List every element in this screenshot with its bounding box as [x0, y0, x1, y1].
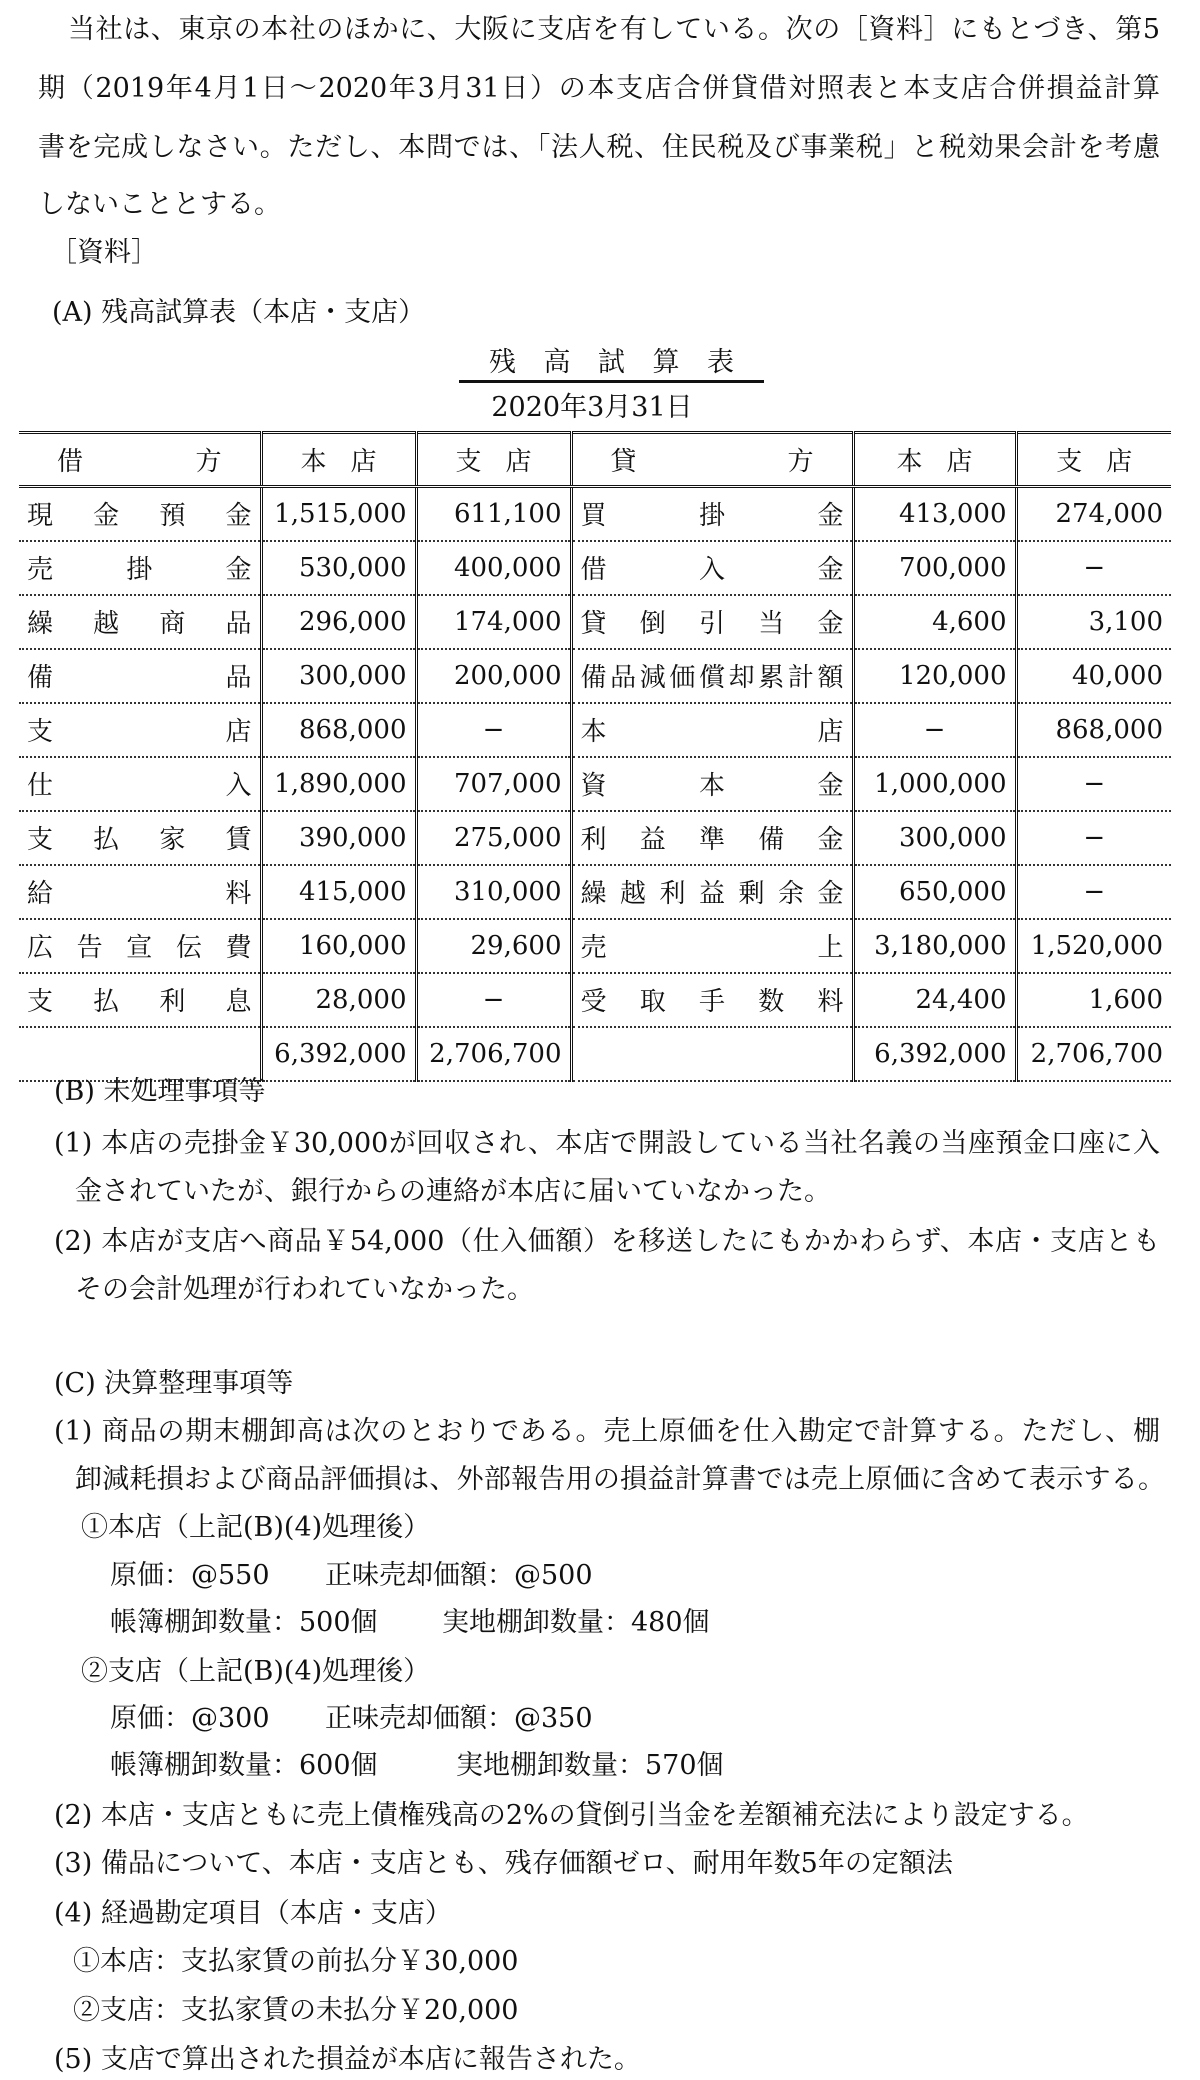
- column-header-label: 本店: [896, 447, 973, 477]
- section-c-line: 原価：@300: [110, 1703, 270, 1734]
- amount-cell: 24,400: [853, 973, 1016, 1027]
- table-row: [19, 649, 1171, 703]
- section-c-line: (5) 支店で算出された損益が本店に報告された。: [54, 2044, 641, 2075]
- table-row: [19, 757, 1171, 811]
- account-name: 繰越商品: [27, 609, 252, 639]
- account-cell: [571, 865, 853, 919]
- table-row: [19, 703, 1171, 757]
- amount-cell: −: [1016, 811, 1171, 865]
- amount-cell: 650,000: [853, 865, 1016, 919]
- section-c-line: ②支店（上記(B)(4)処理後）: [81, 1656, 431, 1687]
- column-header-label: 支店: [1056, 447, 1133, 477]
- section-c-line: 正味売却価額：@350: [325, 1703, 593, 1734]
- trial-balance-title: 残高試算表: [459, 343, 764, 383]
- amount-cell: 1,515,000: [261, 487, 416, 541]
- section-b-line: (1) 本店の売掛金￥30,000が回収され、本店で開設している当社名義の当座預金口座に入: [54, 1128, 1160, 1159]
- account-name: 資本金: [580, 771, 844, 801]
- amount-cell: 6,392,000: [261, 1027, 416, 1081]
- column-header: [1016, 433, 1171, 487]
- amount-cell: 415,000: [261, 865, 416, 919]
- account-name: 買掛金: [580, 501, 844, 532]
- intro-line: しないこととする。: [38, 189, 281, 220]
- intro-line: 期（2019年4月1日〜2020年3月31日）の本支店合併貸借対照表と本支店合併損益計算: [38, 73, 1160, 104]
- amount-cell: 413,000: [853, 487, 1016, 541]
- amount-cell: 300,000: [261, 649, 416, 703]
- amount-cell: 707,000: [416, 757, 571, 811]
- amount-cell: 611,100: [416, 487, 571, 541]
- account-name: 売上: [580, 933, 844, 963]
- amount-cell: 174,000: [416, 595, 571, 649]
- section-c-line: 卸減耗損および商品評価損は、外部報告用の損益計算書では売上原価に含めて表示する。: [75, 1464, 1165, 1495]
- column-header-label: 本店: [300, 447, 377, 477]
- amount-cell: −: [416, 703, 571, 757]
- amount-cell: 530,000: [261, 541, 416, 595]
- section-c-line: 実地棚卸数量：570個: [456, 1750, 724, 1781]
- section-c-line: ②支店：支払家賃の未払分￥20,000: [73, 1995, 519, 2026]
- amount-cell: 400,000: [416, 541, 571, 595]
- account-name: 広告宣伝費: [27, 933, 252, 963]
- section-c-line: 帳簿棚卸数量：600個: [110, 1750, 378, 1781]
- section-b-line: 金されていたが、銀行からの連絡が本店に届いていなかった。: [75, 1176, 831, 1207]
- amount-cell: 1,520,000: [1016, 919, 1171, 973]
- amount-cell: 274,000: [1016, 487, 1171, 541]
- amount-cell: 120,000: [853, 649, 1016, 703]
- section-c-line: (2) 本店・支店ともに売上債権残高の2%の貸倒引当金を差額補充法により設定する。: [54, 1800, 1089, 1831]
- account-name: 給料: [27, 879, 252, 909]
- account-cell: [19, 703, 261, 757]
- material-label: ［資料］: [50, 237, 158, 268]
- amount-cell: 300,000: [853, 811, 1016, 865]
- amount-cell: 1,600: [1016, 973, 1171, 1027]
- account-cell: [19, 811, 261, 865]
- account-name: 支払家賃: [27, 825, 252, 855]
- column-header: [261, 433, 416, 487]
- account-cell: [571, 757, 853, 811]
- account-cell: [19, 595, 261, 649]
- column-header: [571, 433, 853, 487]
- amount-cell: 868,000: [1016, 703, 1171, 757]
- amount-cell: −: [1016, 757, 1171, 811]
- table-row: [19, 865, 1171, 919]
- section-b-heading: (B) 未処理事項等: [54, 1076, 266, 1107]
- section-c-line: ①本店（上記(B)(4)処理後）: [81, 1512, 431, 1543]
- amount-cell: 868,000: [261, 703, 416, 757]
- section-c-line: 正味売却価額：@500: [325, 1560, 593, 1591]
- table-row: [19, 487, 1171, 541]
- section-c-line: (4) 経過勘定項目（本店・支店）: [54, 1898, 452, 1929]
- account-name: 受取手数料: [580, 987, 844, 1017]
- account-cell: [19, 973, 261, 1027]
- amount-cell: 310,000: [416, 865, 571, 919]
- amount-cell: 200,000: [416, 649, 571, 703]
- account-name: 備品: [27, 663, 252, 693]
- amount-cell: 3,180,000: [853, 919, 1016, 973]
- column-header-label: 借方: [57, 447, 222, 477]
- account-cell: [571, 703, 853, 757]
- amount-cell: −: [1016, 865, 1171, 919]
- account-cell: [19, 541, 261, 595]
- account-cell: [571, 649, 853, 703]
- amount-cell: 1,890,000: [261, 757, 416, 811]
- header-row: [19, 433, 1171, 487]
- amount-cell: 40,000: [1016, 649, 1171, 703]
- account-name: 繰越利益剰余金: [580, 879, 844, 909]
- table-row: [19, 595, 1171, 649]
- section-c-line: (3) 備品について、本店・支店とも、残存価額ゼロ、耐用年数5年の定額法: [54, 1848, 953, 1879]
- account-cell: [571, 973, 853, 1027]
- amount-cell: 275,000: [416, 811, 571, 865]
- column-header: [19, 433, 261, 487]
- column-header-label: 支店: [455, 447, 532, 477]
- account-cell: [571, 595, 853, 649]
- intro-line: 書を完成しなさい。ただし、本問では、「法人税、住民税及び事業税」と税効果会計を考慮: [38, 132, 1160, 163]
- section-b-line: その会計処理が行われていなかった。: [75, 1274, 534, 1305]
- account-cell: [571, 487, 853, 541]
- account-name: 支払利息: [27, 987, 252, 1017]
- account-name: 売掛金: [27, 555, 252, 585]
- section-c-line: 原価：@550: [110, 1560, 270, 1591]
- account-name: 貸倒引当金: [580, 609, 844, 639]
- account-name: 備品減価償却累計額: [580, 663, 844, 693]
- section-a-heading: (A) 残高試算表（本店・支店）: [52, 297, 426, 328]
- amount-cell: 2,706,700: [416, 1027, 571, 1081]
- amount-cell: 2,706,700: [1016, 1027, 1171, 1081]
- amount-cell: 1,000,000: [853, 757, 1016, 811]
- amount-cell: 6,392,000: [853, 1027, 1016, 1081]
- column-header-label: 貸方: [610, 447, 814, 477]
- account-name: 本店: [580, 717, 844, 747]
- section-c-line: (1) 商品の期末棚卸高は次のとおりである。売上原価を仕入勘定で計算する。ただし、棚: [54, 1416, 1160, 1447]
- amount-cell: −: [416, 973, 571, 1027]
- table-row: [19, 919, 1171, 973]
- amount-cell: −: [853, 703, 1016, 757]
- trial-balance-date: 2020年3月31日: [491, 392, 693, 423]
- amount-cell: 29,600: [416, 919, 571, 973]
- amount-cell: 28,000: [261, 973, 416, 1027]
- account-cell: [19, 487, 261, 541]
- column-header: [853, 433, 1016, 487]
- account-name: 支店: [27, 717, 252, 747]
- amount-cell: 160,000: [261, 919, 416, 973]
- account-cell: [571, 541, 853, 595]
- section-b-line: (2) 本店が支店へ商品￥54,000（仕入価額）を移送したにもかかわらず、本店・支店とも: [54, 1226, 1160, 1257]
- intro-line: 当社は、東京の本社のほかに、大阪に支店を有している。次の［資料］にもとづき、第5: [68, 14, 1160, 45]
- account-cell: [571, 811, 853, 865]
- amount-cell: 4,600: [853, 595, 1016, 649]
- table-row: [19, 973, 1171, 1027]
- section-c-line: 帳簿棚卸数量：500個: [110, 1607, 378, 1638]
- account-name: 利益準備金: [580, 825, 844, 855]
- account-name: 仕入: [27, 771, 252, 801]
- trial-balance-table: [19, 431, 1171, 1082]
- account-cell: [19, 865, 261, 919]
- account-cell: [571, 1027, 853, 1081]
- account-name: 現金預金: [27, 501, 252, 532]
- account-cell: [571, 919, 853, 973]
- amount-cell: 700,000: [853, 541, 1016, 595]
- amount-cell: −: [1016, 541, 1171, 595]
- section-c-line: 実地棚卸数量：480個: [442, 1607, 710, 1638]
- amount-cell: 3,100: [1016, 595, 1171, 649]
- account-name: 借入金: [580, 555, 844, 585]
- account-cell: [19, 919, 261, 973]
- section-c-line: ①本店：支払家賃の前払分￥30,000: [73, 1946, 519, 1977]
- account-cell: [19, 649, 261, 703]
- amount-cell: 296,000: [261, 595, 416, 649]
- column-header: [416, 433, 571, 487]
- table-row: [19, 541, 1171, 595]
- section-c-heading: (C) 決算整理事項等: [54, 1368, 294, 1399]
- amount-cell: 390,000: [261, 811, 416, 865]
- table-row: [19, 811, 1171, 865]
- account-cell: [19, 757, 261, 811]
